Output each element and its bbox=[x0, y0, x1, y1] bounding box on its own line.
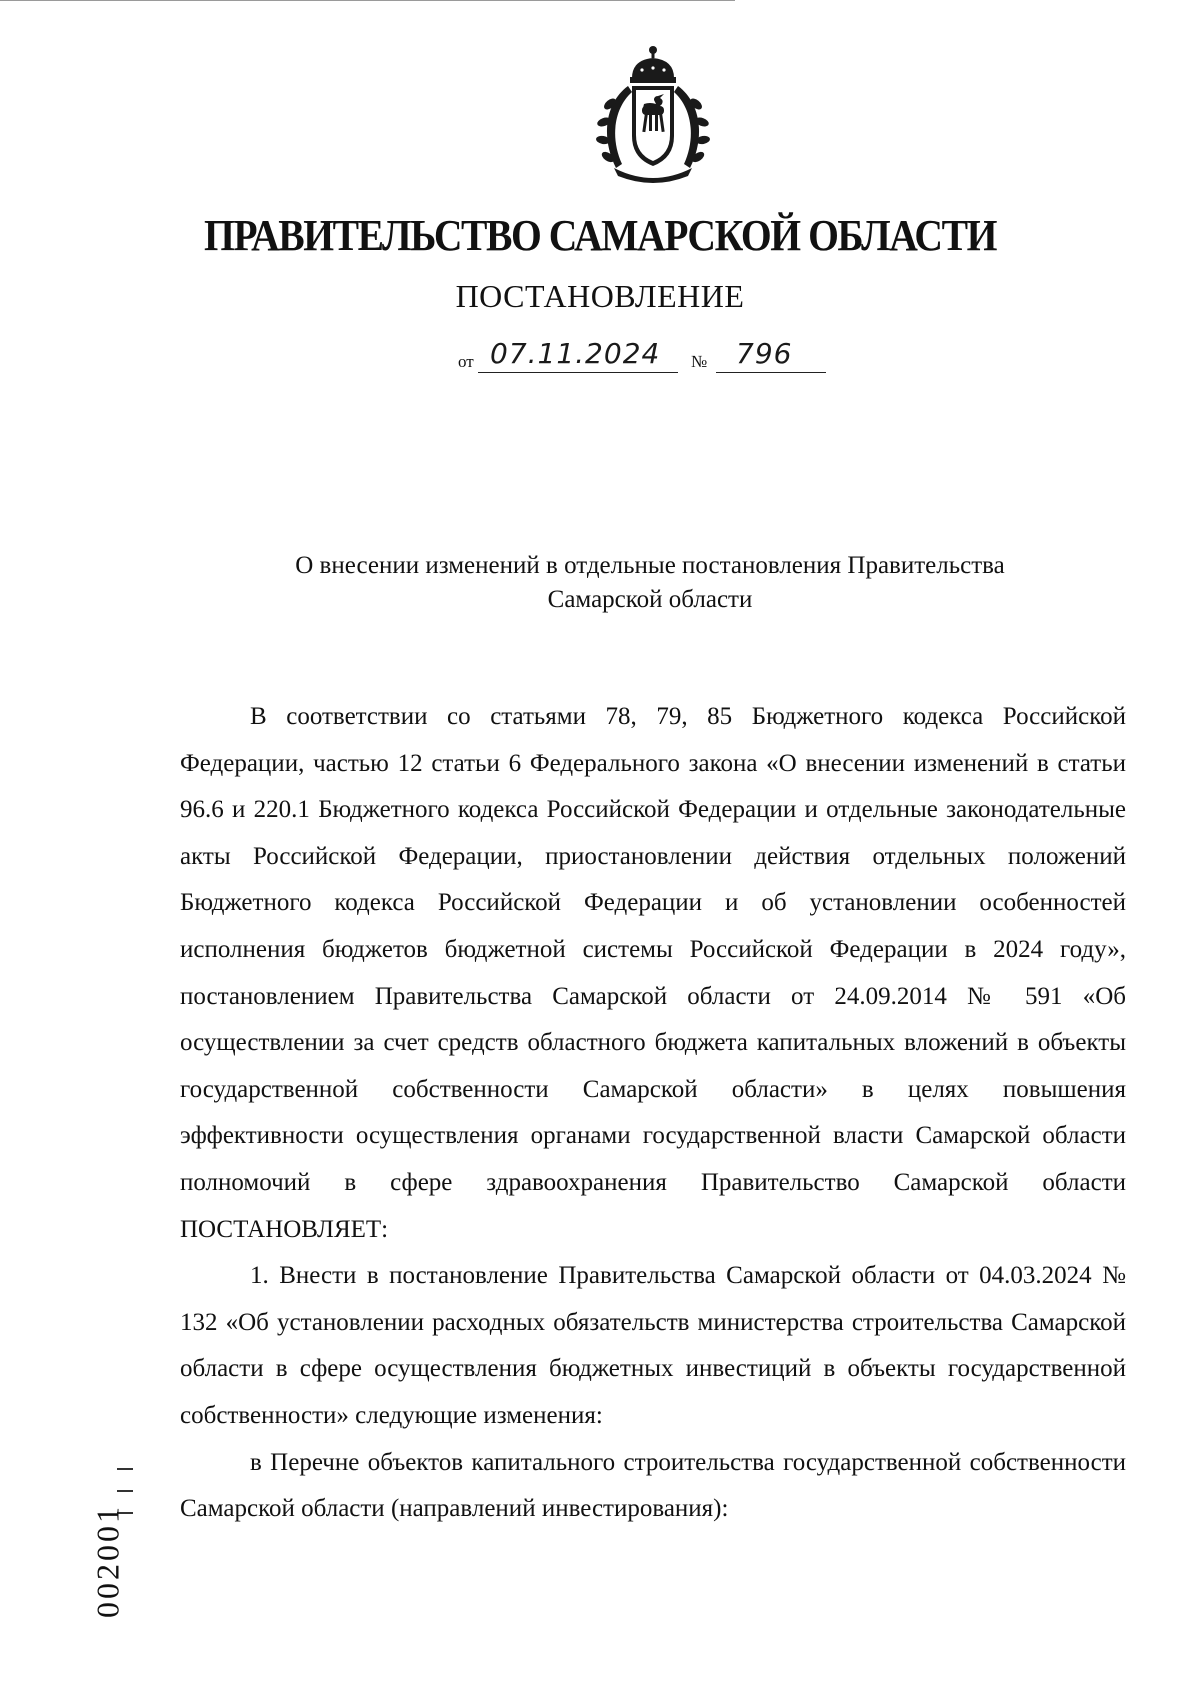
body-paragraph-preamble: В соответствии со статьями 78, 79, 85 Бюджетного кодекса Российской Федерации, частью 12 статьи 6 Федерального закона «О внесении изменений в статьи 96.6 и 220.1 Бюджетного кодекса Российской Федерации и отдельные законодательные акты Российской Федерации, приостановлении действия отдельных положений Бюджетного кодекса Российской Федерации и об установлении особенностей исполнения бюджетов бюджетной системы Российской Федерации в 2024 году», постановлением Правительства Самарской области от 24.09.2014 № 591 «Об осуществлении за счет средств областного бюджета капитальных вложений в объекты государственной собственности Самарской области» в целях повышения эффективности осуществления органами государственной власти Самарской области полномочий в сфере здравоохранения Правительство Самарской области ПОСТАНОВЛЯЕТ: bbox=[180, 703, 1126, 1243]
samara-region-coat-of-arms-icon bbox=[588, 44, 718, 184]
handwritten-date: 07.11.2024 bbox=[490, 337, 661, 370]
side-serial-code: 002001 bbox=[89, 1504, 126, 1618]
document-type: ПОСТАНОВЛЕНИЕ bbox=[455, 278, 745, 314]
body-paragraph-list-intro: в Перечне объектов капитального строительства государственной собственности Самарской области (направлений инвестирования): bbox=[180, 1448, 1126, 1523]
document-body bbox=[180, 694, 1126, 1533]
number-field bbox=[716, 336, 826, 373]
date-field bbox=[478, 336, 678, 373]
scan-edge-line bbox=[0, 0, 735, 1]
number-prefix: № bbox=[691, 352, 708, 371]
date-number-line bbox=[458, 336, 858, 376]
government-title: ПРАВИТЕЛЬСТВО САМАРСКОЙ ОБЛАСТИ bbox=[204, 211, 996, 260]
handwritten-number: 796 bbox=[736, 337, 793, 370]
subject-line-1: О внесении изменений в отдельные постановления Правительства bbox=[295, 552, 1005, 579]
subject-line-2: Самарской области bbox=[547, 586, 753, 613]
date-prefix: от bbox=[458, 352, 474, 371]
document-subject bbox=[180, 549, 1120, 617]
body-paragraph-item-1: 1. Внести в постановление Правительства Самарской области от 04.03.2024 № 132 «Об установлении расходных обязательств министерства строительства Самарской области в сфере осуществления бюджетных инвестиций в объекты государственной собственности» следующие изменения: bbox=[180, 1262, 1126, 1429]
